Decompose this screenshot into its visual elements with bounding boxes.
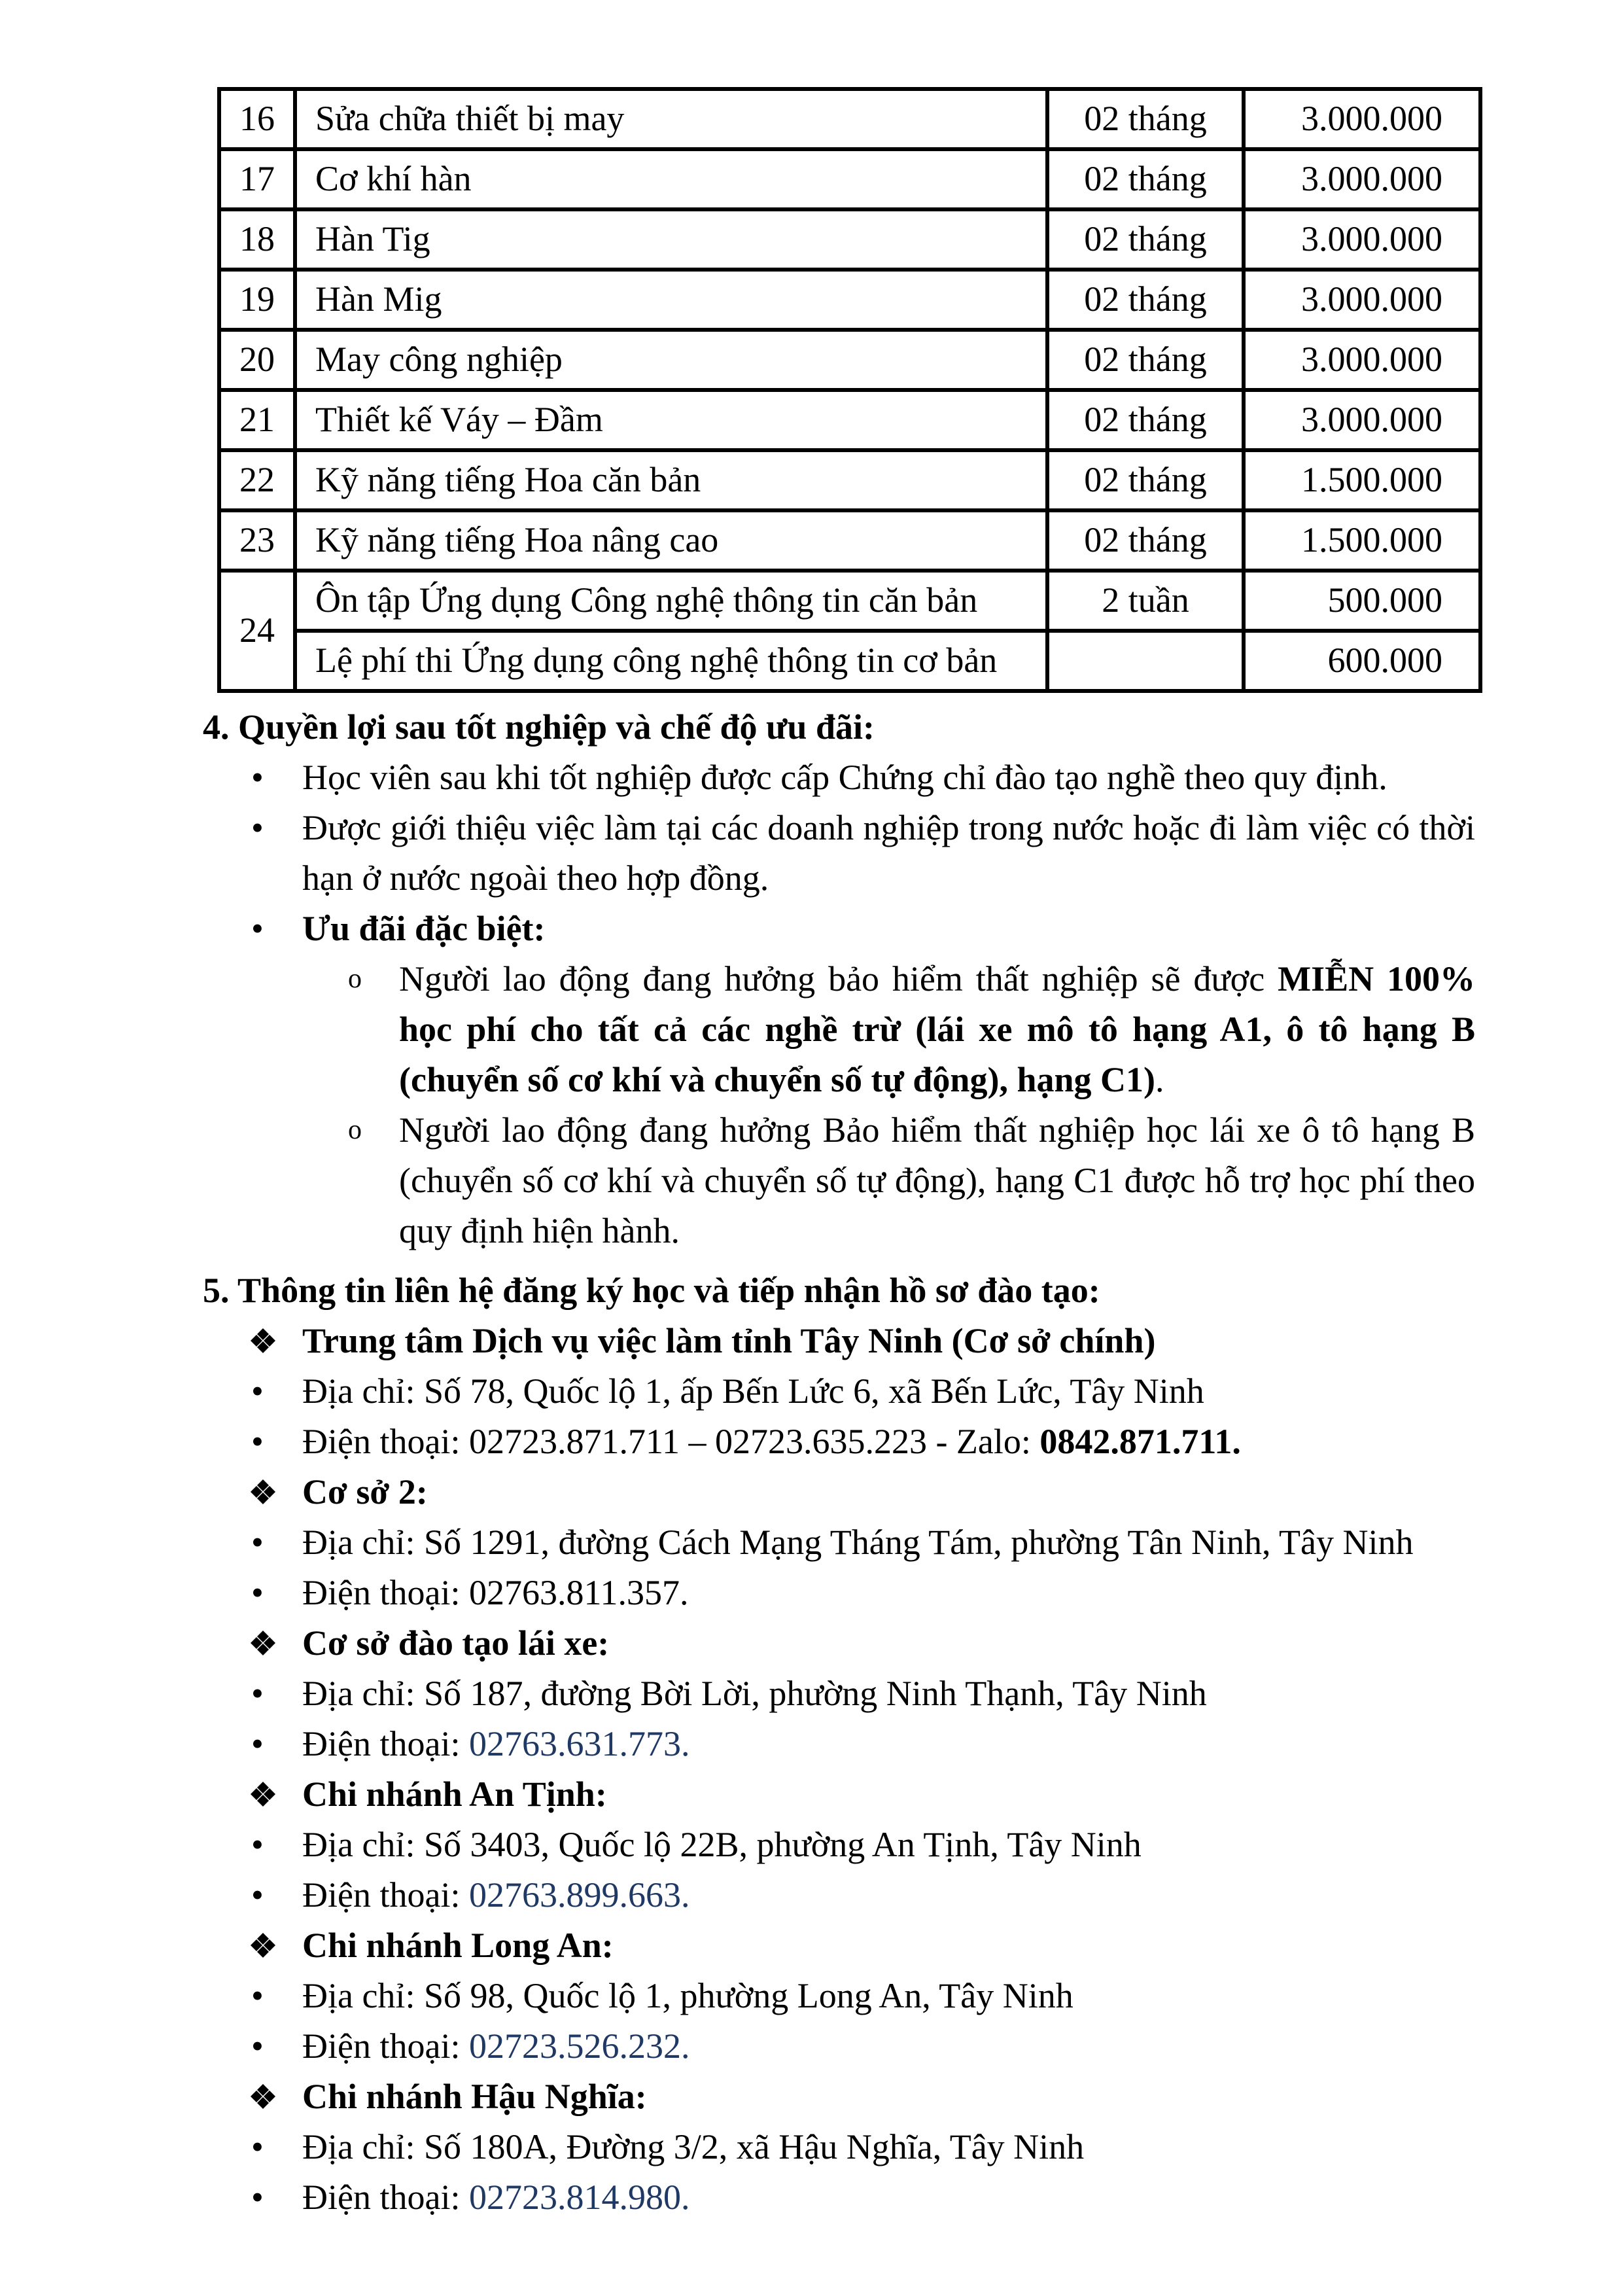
bullet-dot-icon: • bbox=[251, 909, 264, 948]
course-number: 23 bbox=[219, 510, 295, 571]
table-row bbox=[219, 510, 1480, 571]
bullet-dot-icon: • bbox=[251, 1422, 264, 1461]
bullet-dot-icon: • bbox=[251, 2178, 264, 2217]
contact-group-title bbox=[203, 1920, 1475, 1971]
course-duration: 02 tháng bbox=[1047, 450, 1244, 510]
table-row bbox=[219, 390, 1480, 450]
course-duration: 02 tháng bbox=[1047, 270, 1244, 330]
contact-address-line bbox=[203, 1820, 1475, 1870]
table-row bbox=[219, 330, 1480, 390]
course-name: Thiết kế Váy – Đầm bbox=[295, 390, 1047, 450]
contact-title: Trung tâm Dịch vụ việc làm tỉnh Tây Ninh (Cơ sở chính) bbox=[302, 1321, 1156, 1360]
four-diamond-bullet-icon bbox=[250, 1479, 276, 1505]
bullet-dot-icon: • bbox=[251, 1371, 264, 1411]
course-fee: 600.000 bbox=[1244, 631, 1480, 691]
phone-link[interactable]: 02763.631.773. bbox=[468, 1724, 690, 1763]
table-row bbox=[219, 89, 1480, 149]
course-duration: 02 tháng bbox=[1047, 330, 1244, 390]
contact-group-title bbox=[203, 1316, 1475, 1366]
course-number: 24 bbox=[219, 571, 295, 691]
course-fee: 1.500.000 bbox=[1244, 510, 1480, 571]
course-name: Hàn Tig bbox=[295, 209, 1047, 270]
contact-address-line bbox=[203, 1366, 1475, 1417]
contact-group-title bbox=[203, 1467, 1475, 1517]
course-number: 20 bbox=[219, 330, 295, 390]
section-5-heading: 5. Thông tin liên hệ đăng ký học và tiếp nhận hồ sơ đào tạo: bbox=[203, 1271, 1100, 1310]
list-item bbox=[203, 904, 1475, 954]
contact-address-line bbox=[203, 2122, 1475, 2172]
page-content bbox=[203, 87, 1475, 2223]
special-offer-text: Người lao động đang hưởng Bảo hiểm thất nghiệp học lái xe ô tô hạng B (chuyển số cơ khí và chuyển số tự động), hạng C1 được hỗ trợ học phí theo quy định hiện hành. bbox=[399, 1110, 1475, 1250]
bullet-dot-icon: • bbox=[251, 2026, 264, 2066]
contact-title: Chi nhánh Hậu Nghĩa: bbox=[302, 2077, 647, 2116]
contact-phone-line bbox=[203, 2172, 1475, 2223]
contact-group-title bbox=[203, 1618, 1475, 1669]
phone-label: Điện thoại: bbox=[302, 1724, 469, 1763]
address-text: Địa chỉ: Số 187, đường Bời Lời, phường Ninh Thạnh, Tây Ninh bbox=[302, 1674, 1207, 1713]
contact-address-line bbox=[203, 1517, 1475, 1568]
course-fee: 3.000.000 bbox=[1244, 209, 1480, 270]
sub-list-item bbox=[203, 1105, 1475, 1256]
course-duration: 2 tuần bbox=[1047, 571, 1244, 631]
course-name: Sửa chữa thiết bị may bbox=[295, 89, 1047, 149]
course-fee: 3.000.000 bbox=[1244, 89, 1480, 149]
sub-list-item bbox=[203, 954, 1475, 1105]
list-item bbox=[203, 752, 1475, 803]
table-row bbox=[219, 450, 1480, 510]
phone-label: Điện thoại: bbox=[302, 1875, 469, 1915]
four-diamond-bullet-icon bbox=[250, 1328, 276, 1354]
contact-title: Chi nhánh Long An: bbox=[302, 1926, 614, 1965]
course-name: May công nghiệp bbox=[295, 330, 1047, 390]
contact-address-line bbox=[203, 1971, 1475, 2021]
course-duration: 02 tháng bbox=[1047, 510, 1244, 571]
address-text: Địa chỉ: Số 98, Quốc lộ 1, phường Long An, Tây Ninh bbox=[302, 1976, 1073, 2015]
phone-link[interactable]: 02723.526.232. bbox=[468, 2026, 690, 2066]
phone-number: 02763.811.357. bbox=[468, 1573, 689, 1612]
course-number: 17 bbox=[219, 149, 295, 209]
list-item bbox=[203, 803, 1475, 904]
section-4-heading: 4. Quyền lợi sau tốt nghiệp và chế độ ưu đãi: bbox=[203, 707, 875, 747]
special-offer-text: Người lao động đang hưởng bảo hiểm thất nghiệp sẽ được bbox=[399, 959, 1278, 998]
course-duration: 02 tháng bbox=[1047, 149, 1244, 209]
course-number: 19 bbox=[219, 270, 295, 330]
course-fee: 3.000.000 bbox=[1244, 149, 1480, 209]
course-name: Ôn tập Ứng dụng Công nghệ thông tin căn bản bbox=[295, 571, 1047, 631]
special-offer-highlight: MIỄN 100% học phí cho tất cả các nghề trừ (lái xe mô tô hạng A1, ô tô hạng B (chuyển số cơ khí và chuyển số tự động), hạng C1) bbox=[399, 959, 1476, 1099]
course-fee: 500.000 bbox=[1244, 571, 1480, 631]
four-diamond-bullet-icon bbox=[250, 2083, 276, 2110]
course-duration bbox=[1047, 631, 1244, 691]
bullet-dot-icon: • bbox=[251, 1875, 264, 1915]
table-row bbox=[219, 270, 1480, 330]
circle-bullet-icon: o bbox=[348, 1115, 362, 1145]
contact-address-line bbox=[203, 1669, 1475, 1719]
phone-label: Điện thoại: bbox=[302, 2178, 469, 2217]
contact-group-title bbox=[203, 1769, 1475, 1820]
phone-label: Điện thoại: bbox=[302, 1573, 469, 1612]
table-row bbox=[219, 631, 1480, 691]
bullet-dot-icon: • bbox=[251, 1674, 264, 1713]
course-number: 18 bbox=[219, 209, 295, 270]
course-duration: 02 tháng bbox=[1047, 390, 1244, 450]
contact-title: Cơ sở đào tạo lái xe: bbox=[302, 1623, 610, 1663]
phone-number: 02723.871.711 – 02723.635.223 - Zalo: bbox=[468, 1422, 1040, 1461]
course-fee: 3.000.000 bbox=[1244, 270, 1480, 330]
special-offer-text: . bbox=[1155, 1060, 1164, 1099]
contact-phone-line bbox=[203, 2021, 1475, 2072]
contact-phone-line bbox=[203, 1719, 1475, 1769]
bullet-dot-icon: • bbox=[251, 758, 264, 797]
bullet-dot-icon: • bbox=[251, 1523, 264, 1562]
bullet-dot-icon: • bbox=[251, 1573, 264, 1612]
four-diamond-bullet-icon bbox=[250, 1932, 276, 1958]
special-offer-label: Ưu đãi đặc biệt: bbox=[302, 909, 546, 948]
course-duration: 02 tháng bbox=[1047, 89, 1244, 149]
course-name: Hàn Mig bbox=[295, 270, 1047, 330]
course-fee: 3.000.000 bbox=[1244, 330, 1480, 390]
course-name: Cơ khí hàn bbox=[295, 149, 1047, 209]
address-text: Địa chỉ: Số 3403, Quốc lộ 22B, phường An Tịnh, Tây Ninh bbox=[302, 1825, 1142, 1864]
table-row bbox=[219, 149, 1480, 209]
bullet-dot-icon: • bbox=[251, 1976, 264, 2015]
phone-label: Điện thoại: bbox=[302, 2026, 469, 2066]
course-fee: 3.000.000 bbox=[1244, 390, 1480, 450]
contact-phone-line bbox=[203, 1870, 1475, 1920]
phone-link[interactable]: 02763.899.663. bbox=[468, 1875, 690, 1915]
course-number: 16 bbox=[219, 89, 295, 149]
table-row bbox=[219, 571, 1480, 631]
course-name: Kỹ năng tiếng Hoa nâng cao bbox=[295, 510, 1047, 571]
bullet-dot-icon: • bbox=[251, 2127, 264, 2166]
course-fee: 1.500.000 bbox=[1244, 450, 1480, 510]
course-name: Lệ phí thi Ứng dụng công nghệ thông tin cơ bản bbox=[295, 631, 1047, 691]
course-duration: 02 tháng bbox=[1047, 209, 1244, 270]
course-fee-table bbox=[217, 87, 1482, 693]
contact-group-title bbox=[203, 2072, 1475, 2122]
contact-title: Cơ sở 2: bbox=[302, 1472, 428, 1511]
contact-title: Chi nhánh An Tịnh: bbox=[302, 1775, 607, 1814]
address-text: Địa chỉ: Số 78, Quốc lộ 1, ấp Bến Lức 6, xã Bến Lức, Tây Ninh bbox=[302, 1371, 1204, 1411]
table-row bbox=[219, 209, 1480, 270]
circle-bullet-icon: o bbox=[348, 964, 362, 994]
bullet-dot-icon: • bbox=[251, 1825, 264, 1864]
zalo-phone-number: 0842.871.711. bbox=[1039, 1422, 1241, 1461]
bullet-dot-icon: • bbox=[251, 808, 264, 847]
phone-label: Điện thoại: bbox=[302, 1422, 469, 1461]
address-text: Địa chỉ: Số 180A, Đường 3/2, xã Hậu Nghĩa, Tây Ninh bbox=[302, 2127, 1085, 2166]
bullet-dot-icon: • bbox=[251, 1724, 264, 1763]
contact-phone-line bbox=[203, 1568, 1475, 1618]
course-number: 22 bbox=[219, 450, 295, 510]
course-name: Kỹ năng tiếng Hoa căn bản bbox=[295, 450, 1047, 510]
benefit-text: Học viên sau khi tốt nghiệp được cấp Chứng chỉ đào tạo nghề theo quy định. bbox=[302, 758, 1387, 797]
four-diamond-bullet-icon bbox=[250, 1630, 276, 1656]
phone-link[interactable]: 02723.814.980. bbox=[468, 2178, 690, 2217]
four-diamond-bullet-icon bbox=[250, 1781, 276, 1807]
course-number: 21 bbox=[219, 390, 295, 450]
contact-phone-line bbox=[203, 1417, 1475, 1467]
benefit-text: Được giới thiệu việc làm tại các doanh nghiệp trong nước hoặc đi làm việc có thời hạn ở nước ngoài theo hợp đồng. bbox=[302, 808, 1475, 898]
address-text: Địa chỉ: Số 1291, đường Cách Mạng Tháng Tám, phường Tân Ninh, Tây Ninh bbox=[302, 1523, 1414, 1562]
